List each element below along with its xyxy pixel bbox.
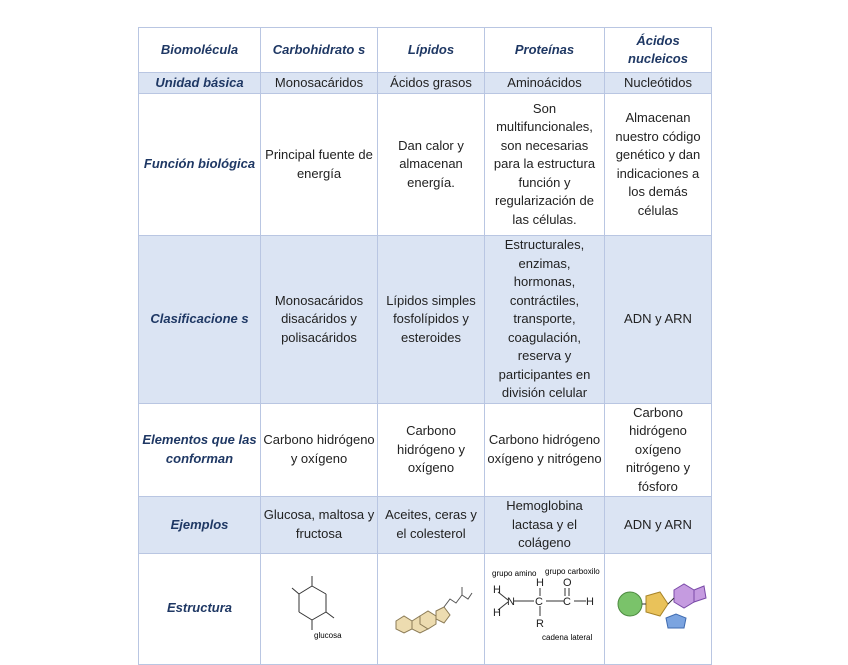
row-structure bbox=[139, 553, 712, 664]
table-cell: Glucosa, maltosa y fructosa bbox=[261, 497, 378, 554]
atom-o: O bbox=[562, 576, 572, 589]
table-cell: Monosacáridos bbox=[261, 73, 378, 94]
atom-c: C bbox=[534, 595, 543, 608]
table-cell: Dan calor y almacenan energía. bbox=[378, 94, 485, 236]
table-cell: Ácidos grasos bbox=[378, 73, 485, 94]
row-elements bbox=[139, 403, 712, 497]
table-cell: Carbono hidrógeno oxígeno nitrógeno y fósforo bbox=[605, 403, 712, 497]
table-cell: Hemoglobina lactasa y el colágeno bbox=[485, 497, 605, 554]
table-cell: Estructurales, enzimas, hormonas, contráctiles, transporte, coagulación, reserva y participantes en división celular bbox=[485, 236, 605, 404]
glucose-label: glucosa bbox=[314, 630, 342, 640]
row-label: Ejemplos bbox=[139, 497, 261, 554]
table-cell: ADN y ARN bbox=[605, 497, 712, 554]
carboxyl-group-label: grupo carboxilo bbox=[544, 566, 600, 576]
header-lipids: Lípidos bbox=[378, 28, 485, 73]
table-cell: Aceites, ceras y el colesterol bbox=[378, 497, 485, 554]
header-biomolecule: Biomolécula bbox=[139, 28, 261, 73]
row-label: Función biológica bbox=[139, 94, 261, 236]
atom-h: H bbox=[585, 595, 594, 608]
atom-n: N bbox=[506, 595, 515, 608]
atom-r: R bbox=[535, 617, 544, 630]
table-cell: Carbono hidrógeno oxígeno y nitrógeno bbox=[485, 403, 605, 497]
glucose-structure-image bbox=[284, 566, 354, 646]
header-nucleic-acids: Ácidos nucleicos bbox=[605, 28, 712, 73]
table-cell: Carbono hidrógeno y oxígeno bbox=[261, 403, 378, 497]
header-carbohydrates: Carbohidrato s bbox=[261, 28, 378, 73]
row-basic-unit bbox=[139, 73, 712, 94]
biomolecule-table bbox=[138, 27, 712, 665]
table-cell: Nucleótidos bbox=[605, 73, 712, 94]
table-cell: Aminoácidos bbox=[485, 73, 605, 94]
side-chain-label: cadena lateral bbox=[541, 632, 592, 642]
row-biological-function bbox=[139, 94, 712, 236]
table-cell: Almacenan nuestro código genético y dan indicaciones a los demás células bbox=[605, 94, 712, 236]
amino-acid-structure-image bbox=[490, 566, 600, 646]
table-cell: Son multifuncionales, son necesarias para la estructura función y regularización de las células. bbox=[485, 94, 605, 236]
table-cell: Carbono hidrógeno y oxígeno bbox=[378, 403, 485, 497]
nucleotide-structure-image bbox=[608, 566, 708, 646]
row-label: Elementos que las conforman bbox=[139, 403, 261, 497]
header-proteins: Proteínas bbox=[485, 28, 605, 73]
table-cell: Monosacáridos disacáridos y polisacáridos bbox=[261, 236, 378, 404]
structure-cell-nucleic bbox=[605, 553, 712, 664]
structure-cell-glucose bbox=[261, 553, 378, 664]
atom-h: H bbox=[492, 606, 501, 619]
row-label: Unidad básica bbox=[139, 73, 261, 94]
structure-cell-protein bbox=[485, 553, 605, 664]
row-label: Estructura bbox=[139, 553, 261, 664]
atom-c: C bbox=[562, 595, 571, 608]
table-cell: Lípidos simples fosfolípidos y esteroides bbox=[378, 236, 485, 404]
row-label: Clasificacione s bbox=[139, 236, 261, 404]
row-classifications bbox=[139, 236, 712, 404]
cholesterol-structure-image bbox=[386, 571, 476, 641]
header-row bbox=[139, 28, 712, 73]
amino-group-label: grupo amino bbox=[491, 568, 536, 578]
row-examples bbox=[139, 497, 712, 554]
table-cell: ADN y ARN bbox=[605, 236, 712, 404]
atom-h: H bbox=[535, 576, 544, 589]
structure-cell-lipid bbox=[378, 553, 485, 664]
atom-h: H bbox=[492, 583, 501, 596]
table-cell: Principal fuente de energía bbox=[261, 94, 378, 236]
